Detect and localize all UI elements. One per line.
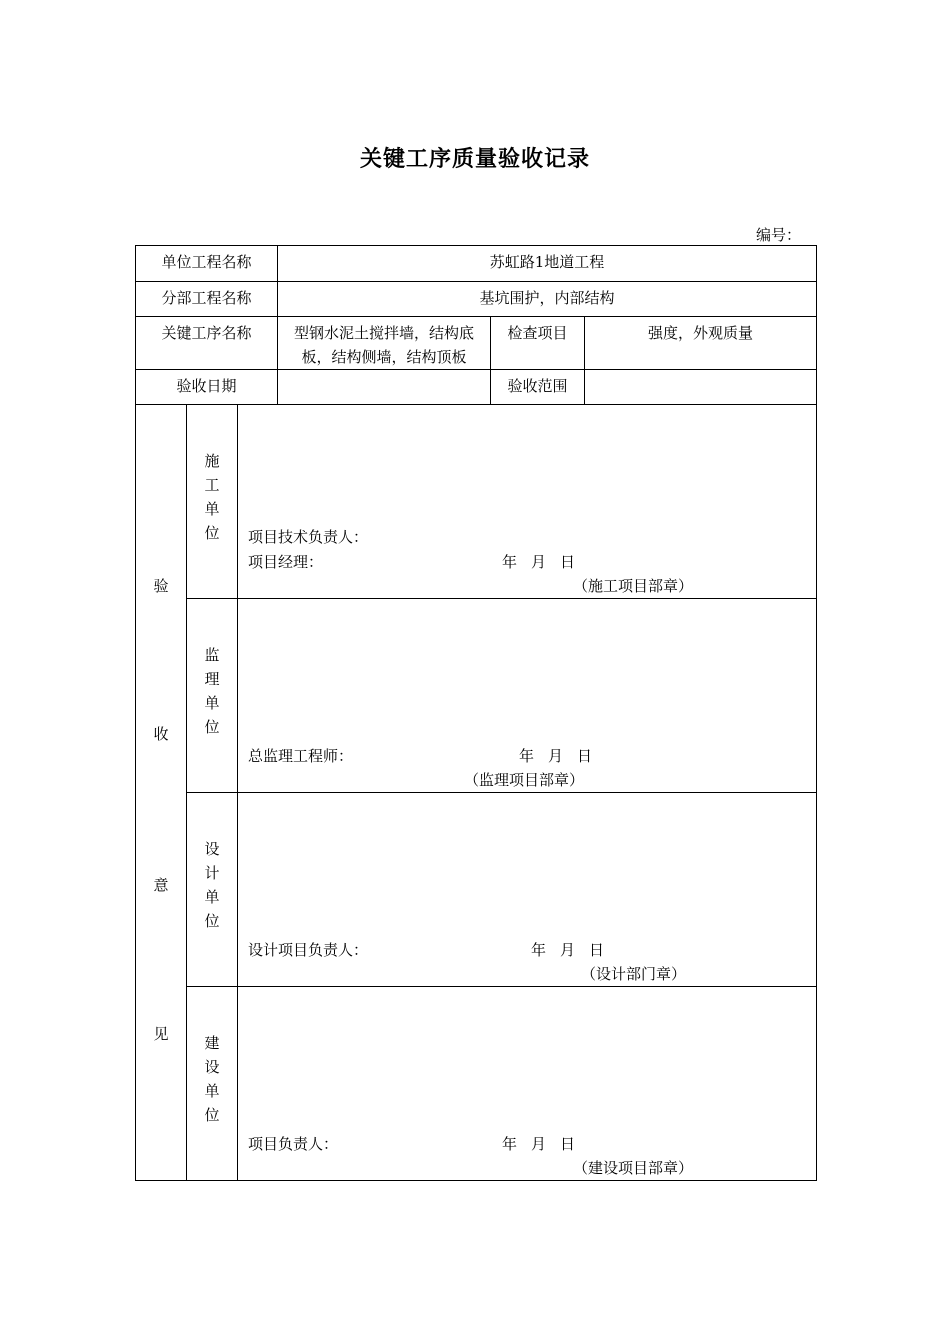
acceptance-scope-label: 验收范围	[491, 370, 585, 405]
opinion-char: 收	[153, 725, 169, 743]
check-item-value[interactable]: 强度，外观质量	[585, 317, 817, 370]
unit-project-label: 单位工程名称	[136, 246, 278, 282]
project-manager-signer: 项目经理：	[248, 553, 324, 571]
serial-number-label: 编号：	[756, 226, 802, 244]
design-unit-opinion[interactable]	[238, 793, 817, 987]
sign-date[interactable]: 年 月 日	[531, 941, 605, 959]
key-process-value[interactable]: 型钢水泥土搅拌墙，结构底板，结构侧墙，结构顶板	[278, 317, 491, 370]
design-lead-signer: 设计项目负责人：	[248, 941, 369, 959]
owner-seal: （建设项目部章）	[573, 1159, 694, 1177]
design-seal: （设计部门章）	[581, 965, 687, 983]
design-unit-label: 设 计 单 位	[187, 793, 238, 987]
opinion-char: 意	[153, 876, 169, 894]
tech-lead-signer: 项目技术负责人：	[248, 528, 369, 546]
construction-seal: （施工项目部章）	[573, 577, 694, 595]
supervision-seal: （监理项目部章）	[464, 771, 585, 789]
acceptance-date-label: 验收日期	[136, 370, 278, 405]
acceptance-date-value[interactable]	[278, 370, 491, 405]
acceptance-opinion-label	[136, 405, 187, 1181]
check-item-label: 检查项目	[491, 317, 585, 370]
sign-date[interactable]: 年 月 日	[502, 1135, 576, 1153]
sign-date[interactable]: 年 月 日	[519, 747, 593, 765]
acceptance-scope-value[interactable]	[585, 370, 817, 405]
supervision-unit-opinion[interactable]	[238, 599, 817, 793]
opinion-char: 验	[153, 577, 169, 595]
owner-unit-label: 建 设 单 位	[187, 987, 238, 1181]
opinion-char: 见	[153, 1025, 169, 1043]
sub-project-value[interactable]: 基坑围护，内部结构	[278, 282, 817, 317]
owner-unit-opinion[interactable]	[238, 987, 817, 1181]
key-process-label: 关键工序名称	[136, 317, 278, 370]
sub-project-label: 分部工程名称	[136, 282, 278, 317]
construction-unit-opinion[interactable]	[238, 405, 817, 599]
supervision-unit-label: 监 理 单 位	[187, 599, 238, 793]
project-lead-signer: 项目负责人：	[248, 1135, 339, 1153]
construction-unit-label: 施 工 单 位	[187, 405, 238, 599]
unit-project-value[interactable]: 苏虹路1地道工程	[278, 246, 817, 282]
sign-date[interactable]: 年 月 日	[502, 553, 576, 571]
chief-supervisor-signer: 总监理工程师：	[248, 747, 354, 765]
acceptance-form-table	[135, 245, 817, 1181]
document-title: 关键工序质量验收记录	[359, 147, 590, 172]
